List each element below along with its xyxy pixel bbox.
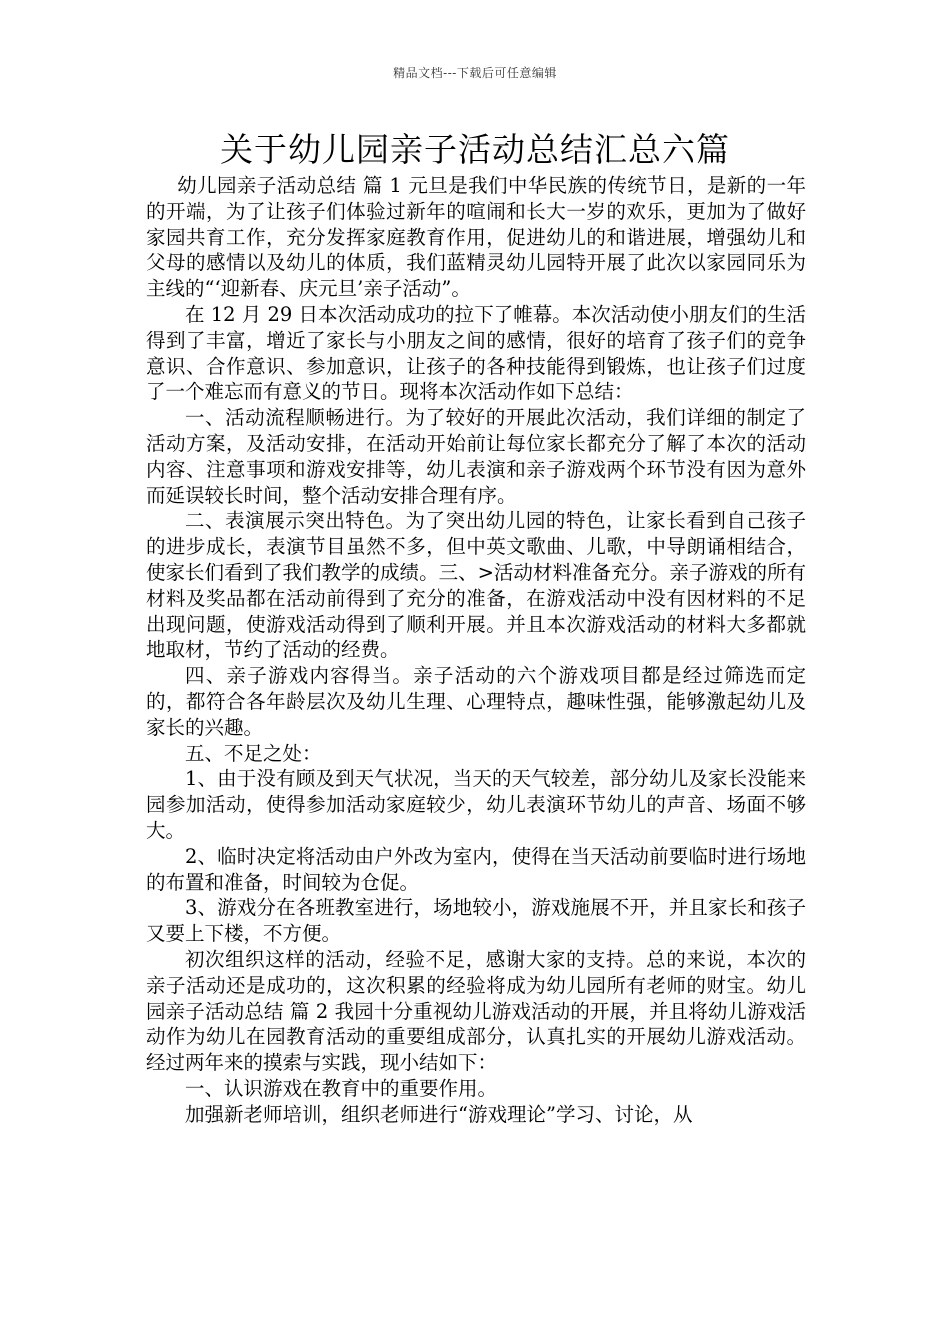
paragraph-8: 2、临时决定将活动由户外改为室内，使得在当天活动前要临时进行场地的布置和准备，时间较为仓促。	[146, 844, 806, 894]
page-header: 精品文档---下载后可任意编辑	[393, 66, 557, 80]
paragraph-11: 一、认识游戏在教育中的重要作用。	[185, 1076, 498, 1100]
document-title: 关于幼儿园亲子活动总结汇总六篇	[220, 130, 730, 169]
paragraph-5: 四、亲子游戏内容得当。亲子活动的六个游戏项目都是经过筛选而定的，都符合各年龄层次及幼儿生理、心理特点，趣味性强，能够激起幼儿及家长的兴趣。	[146, 664, 806, 739]
paragraph-1: 幼儿园亲子活动总结 篇 1 元旦是我们中华民族的传统节日，是新的一年的开端，为了让孩子们体验过新年的喧闹和长大一岁的欢乐，更加为了做好家园共育工作，充分发挥家庭教育作用，促进幼儿的和谐进展，增强幼儿和父母的感情以及幼儿的体质，我们蓝精灵幼儿园特开展了此次以家园同乐为主线的“‘迎新春、庆元旦’亲子活动”。	[146, 174, 806, 301]
paragraph-9: 3、游戏分在各班教室进行，场地较小，游戏施展不开，并且家长和孩子又要上下楼，不方便。	[146, 896, 806, 946]
paragraph-10: 初次组织这样的活动，经验不足，感谢大家的支持。总的来说，本次的亲子活动还是成功的，这次积累的经验将成为幼儿园所有老师的财宝。幼儿园亲子活动总结 篇 2 我园十分重视幼儿游戏活动的开展，并且将幼儿游戏活动作为幼儿在园教育活动的重要组成部分，认真扎实的开展幼儿游戏活动。经过两年来的摸索与实践，现小结如下：	[146, 947, 806, 1075]
paragraph-2: 在 12 月 29 日本次活动成功的拉下了帷幕。本次活动使小朋友们的生活得到了丰富，增近了家长与小朋友之间的感情，很好的培育了孩子们的竞争意识、合作意识、参加意识，让孩子的各种技能得到锻炼，也让孩子们过度了一个难忘而有意义的节日。现将本次活动作如下总结：	[146, 302, 806, 404]
document-body	[146, 173, 806, 1127]
paragraph-7: 1、由于没有顾及到天气状况，当天的天气较差，部分幼儿及家长没能来园参加活动，使得参加活动家庭较少，幼儿表演环节幼儿的声音、场面不够大。	[146, 767, 806, 842]
paragraph-4: 二、表演展示突出特色。为了突出幼儿园的特色，让家长看到自己孩子的进步成长，表演节目虽然不多，但中英文歌曲、儿歌，中导朗诵相结合，使家长们看到了我们教学的成绩。三、>活动材料准备充分。亲子游戏的所有材料及奖品都在活动前得到了充分的准备，在游戏活动中没有因材料的不足出现问题，使游戏活动得到了顺利开展。并且本次游戏活动的材料大多都就地取材，节约了活动的经费。	[146, 509, 806, 662]
paragraph-12: 加强新老师培训，组织老师进行“游戏理论”学习、讨论，从	[185, 1102, 693, 1126]
paragraph-3: 一、活动流程顺畅进行。为了较好的开展此次活动，我们详细的制定了活动方案，及活动安排，在活动开始前让每位家长都充分了解了本次的活动内容、注意事项和游戏安排等，幼儿表演和亲子游戏两个环节没有因为意外而延误较长时间，整个活动安排合理有序。	[146, 406, 806, 507]
paragraph-6: 五、不足之处：	[185, 741, 322, 765]
